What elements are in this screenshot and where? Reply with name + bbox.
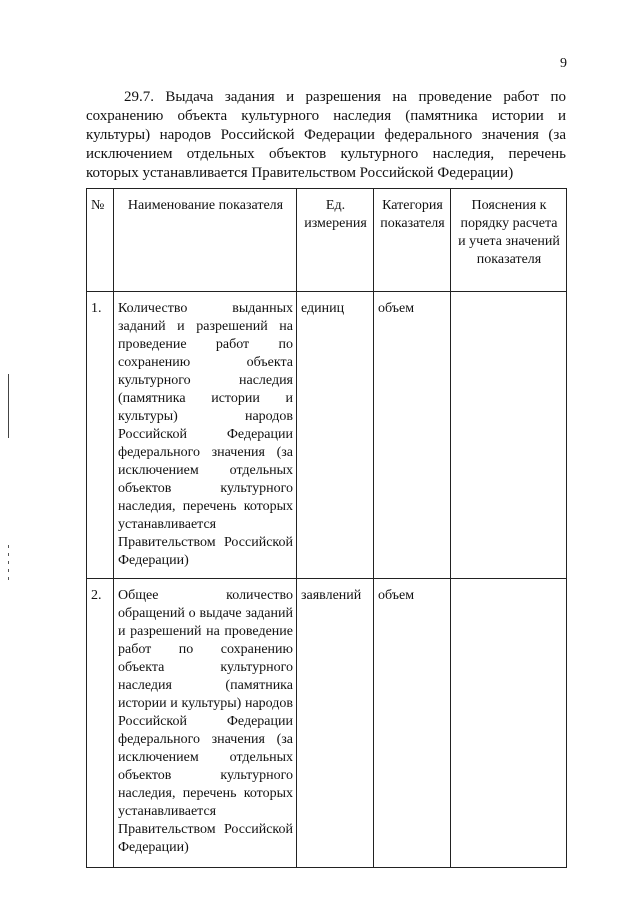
indicator-unit: единиц <box>297 292 374 579</box>
indicator-unit: заявлений <box>297 579 374 868</box>
header-category: Категория показателя <box>374 189 451 292</box>
scan-margin-line <box>8 374 9 438</box>
header-unit: Ед. измерения <box>297 189 374 292</box>
indicator-name: Количество выданных заданий и разрешений на проведение работ по сохранению объекта культурного наследия (памятника истории и культуры) народов Российской Федерации федерального значения (за исключением отдельных объектов культурного наследия, перечень которых устанавливается Правительством Российской Федерации) <box>114 292 297 579</box>
table-row <box>87 579 567 868</box>
header-notes: Пояснения к порядку расчета и учета значений показателя <box>451 189 567 292</box>
header-number: № <box>87 189 114 292</box>
indicators-table <box>86 188 567 868</box>
indicator-name: Общее количество обращений о выдаче заданий и разрешений на проведение работ по сохранению объекта культурного наследия (памятника истории и культуры) народов Российской Федерации федерального значения (за исключением отдельных объектов культурного наследия, перечень которых устанавливается Правительством Российской Федерации) <box>114 579 297 868</box>
scan-margin-marks <box>8 545 9 585</box>
row-number: 2. <box>87 579 114 868</box>
indicator-category: объем <box>374 292 451 579</box>
indicator-category: объем <box>374 579 451 868</box>
indicator-notes <box>451 579 567 868</box>
header-indicator-name: Наименование показателя <box>114 189 297 292</box>
section-heading: 29.7. Выдача задания и разрешения на проведение работ по сохранению объекта культурного наследия (памятника истории и культуры) народов Российской Федерации федерального значения (за исключением отдельных объектов культурного наследия, перечень которых устанавливается Правительством Российской Федерации) <box>86 89 566 181</box>
table-header-row <box>87 189 567 292</box>
page-number: 9 <box>560 56 567 71</box>
indicator-notes <box>451 292 567 579</box>
row-number: 1. <box>87 292 114 579</box>
table-row <box>87 292 567 579</box>
